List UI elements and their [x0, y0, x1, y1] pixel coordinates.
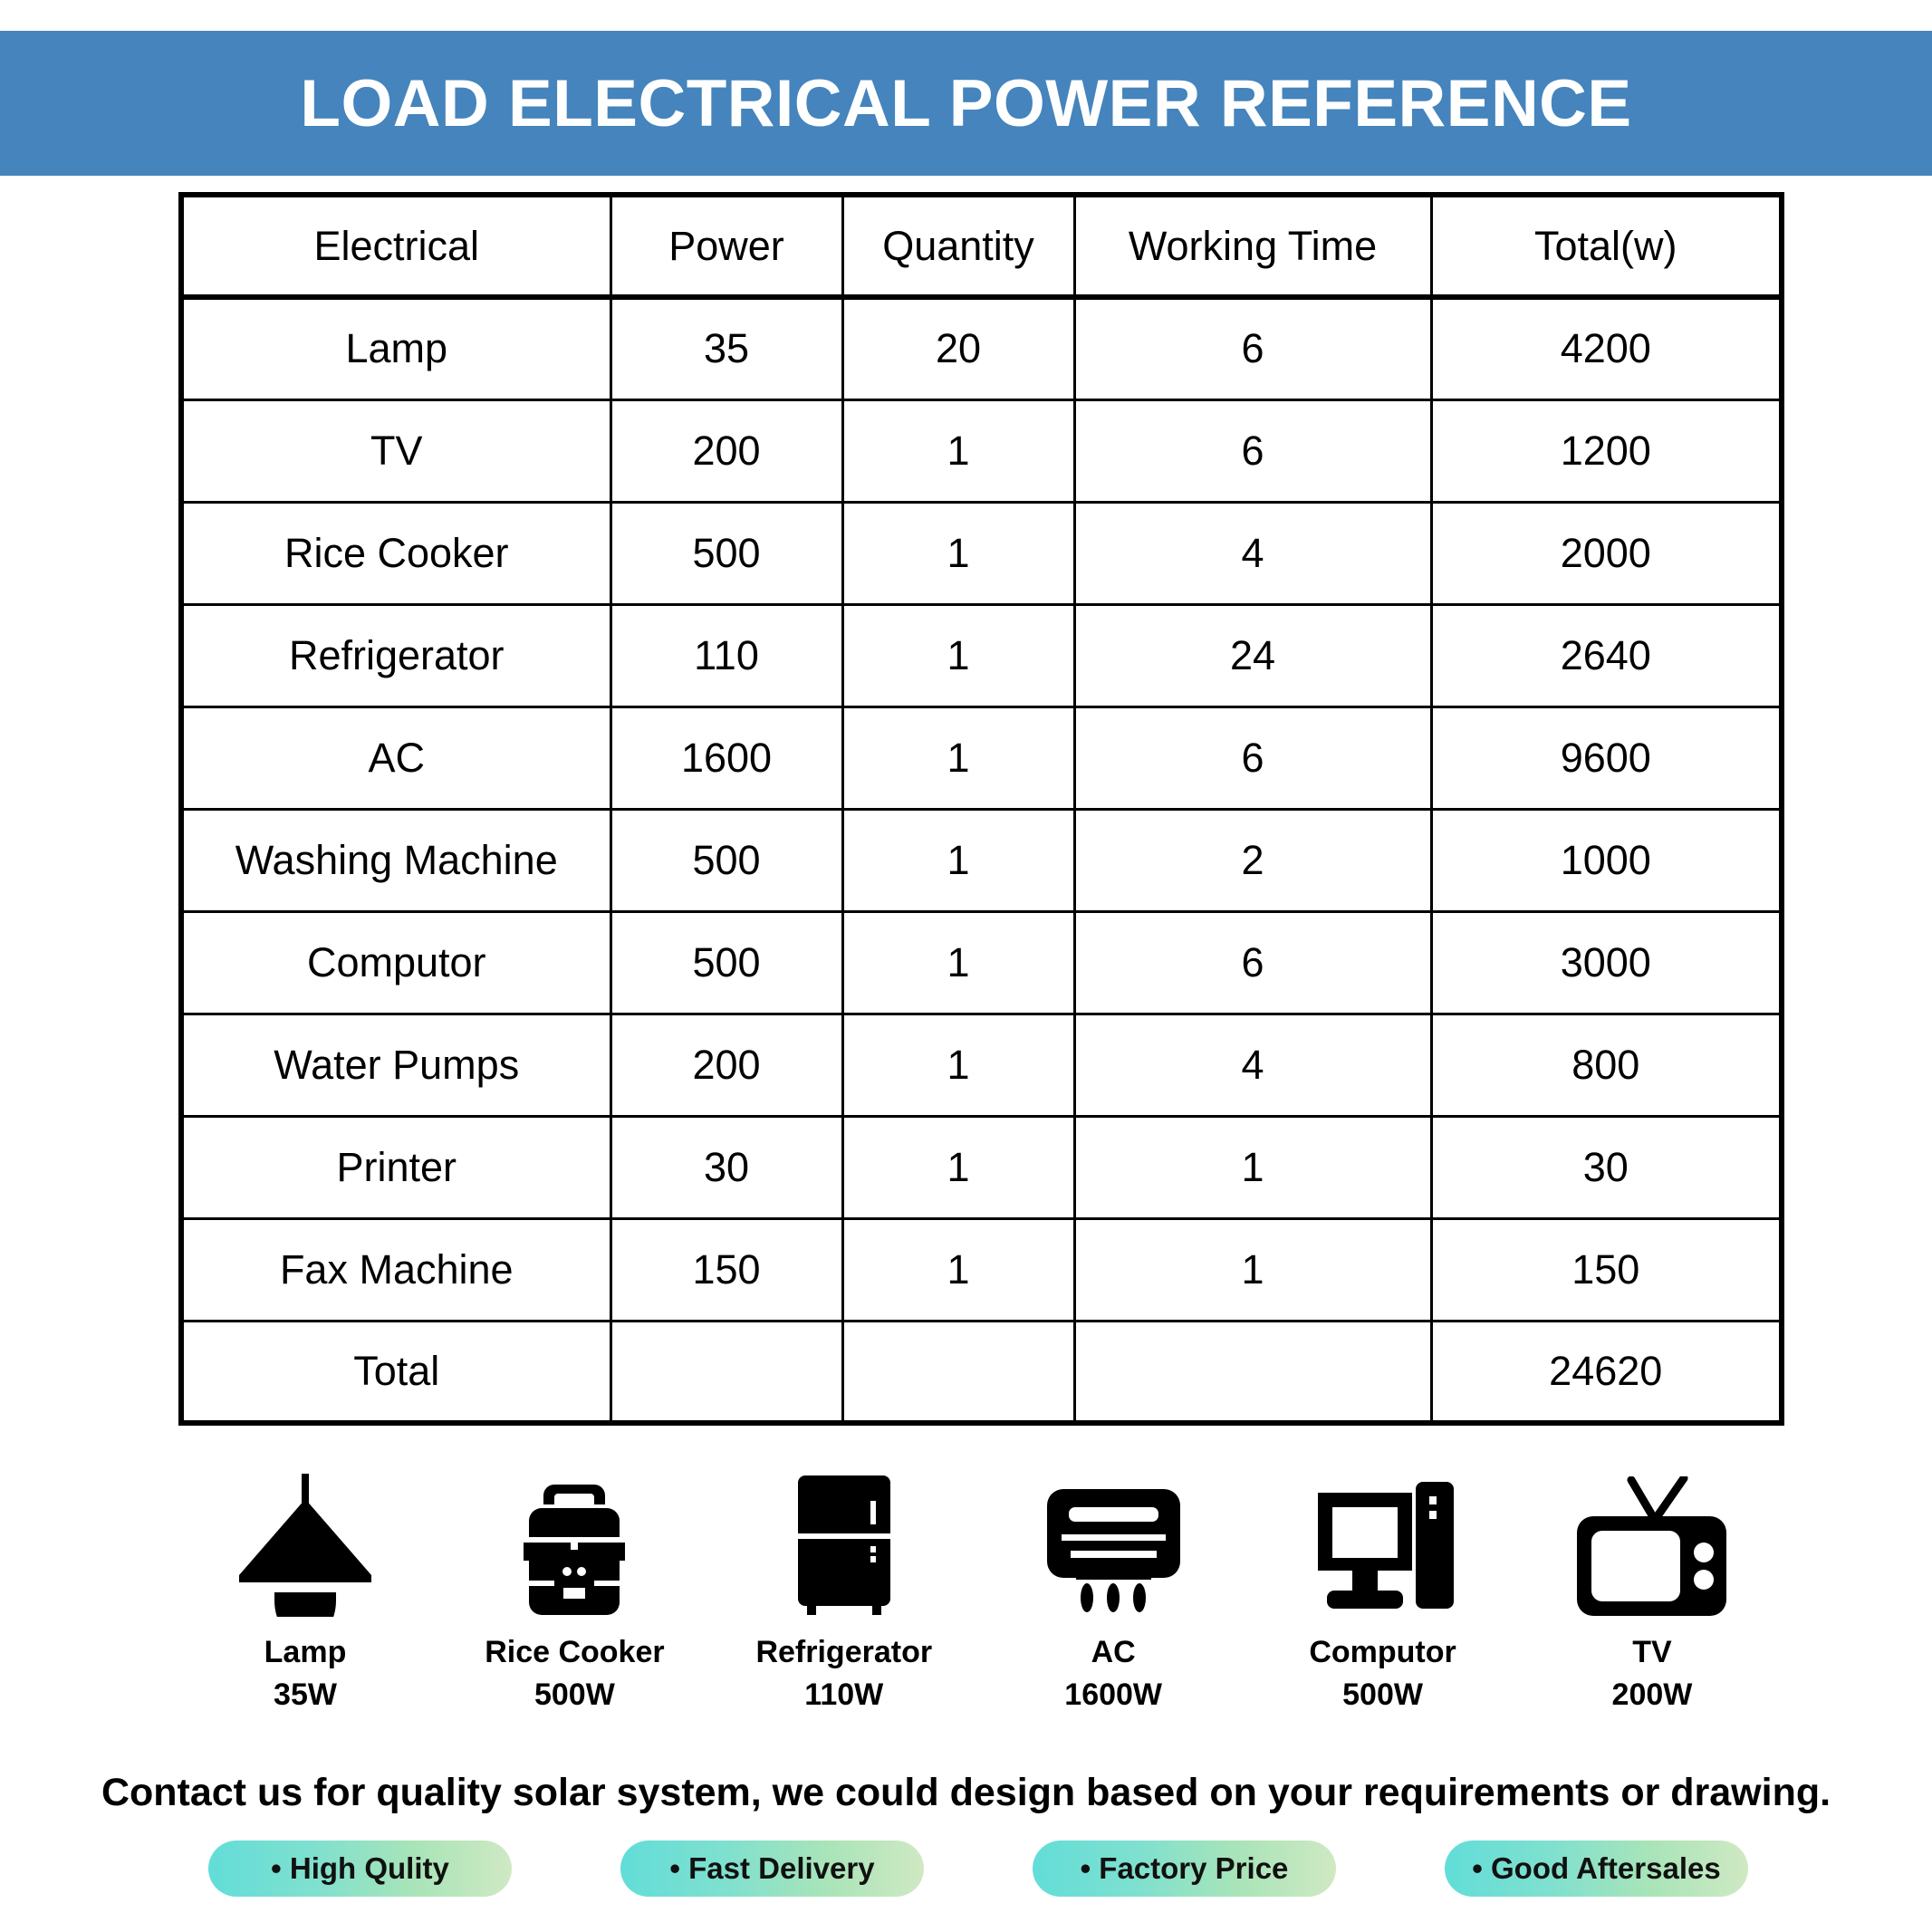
refrigerator-icon [794, 1472, 894, 1617]
appliance-power: 500W [1342, 1677, 1423, 1712]
computer-icon [1311, 1472, 1456, 1617]
cell-quantity: 1 [842, 399, 1074, 502]
cell-power: 500 [610, 911, 842, 1014]
cell-power: 1600 [610, 706, 842, 809]
cell-working-time: 4 [1074, 502, 1431, 604]
appliance-label: Computor [1309, 1635, 1456, 1669]
appliance-label: TV [1632, 1635, 1672, 1669]
tv-icon [1577, 1472, 1726, 1617]
appliance-item-lamp [178, 1472, 432, 1714]
page-title: LOAD ELECTRICAL POWER REFERENCE [300, 66, 1632, 140]
contact-text: Contact us for quality solar system, we could design based on your requirements or drawing. [101, 1771, 1831, 1814]
cell-electrical: Washing Machine [181, 809, 610, 911]
appliance-label: Refrigerator [755, 1635, 933, 1669]
appliance-power: 35W [274, 1677, 337, 1712]
appliance-power: 110W [804, 1677, 884, 1712]
cell-electrical: AC [181, 706, 610, 809]
table-row [181, 399, 1782, 502]
badge-factory-price[interactable]: • Factory Price [1033, 1841, 1336, 1897]
appliance-label: Rice Cooker [485, 1635, 665, 1669]
table-row [181, 604, 1782, 706]
load-table-container [178, 192, 1779, 1426]
feature-badge-row [208, 1841, 1748, 1897]
cell-working-time: 4 [1074, 1014, 1431, 1116]
table-row [181, 809, 1782, 911]
rice-cooker-icon [502, 1472, 647, 1617]
cell-power: 35 [610, 297, 842, 399]
table-row [181, 1321, 1782, 1423]
cell-quantity: 1 [842, 1014, 1074, 1116]
cell-power: 150 [610, 1218, 842, 1321]
table-row [181, 706, 1782, 809]
badge-fast-delivery[interactable]: • Fast Delivery [620, 1841, 924, 1897]
cell-electrical: Fax Machine [181, 1218, 610, 1321]
load-power-table [178, 192, 1784, 1426]
cell-electrical: Total [181, 1321, 610, 1423]
cell-working-time: 2 [1074, 809, 1431, 911]
cell-total: 800 [1431, 1014, 1782, 1116]
cell-working-time: 6 [1074, 297, 1431, 399]
badge-good-aftersales[interactable]: • Good Aftersales [1445, 1841, 1748, 1897]
cell-working-time: 6 [1074, 706, 1431, 809]
cell-total: 3000 [1431, 911, 1782, 1014]
table-row [181, 1014, 1782, 1116]
table-body [181, 297, 1782, 1423]
table-header-row [181, 195, 1782, 297]
cell-electrical: Printer [181, 1116, 610, 1218]
header-banner [0, 31, 1932, 176]
cell-electrical: TV [181, 399, 610, 502]
appliance-item-ac [986, 1472, 1240, 1714]
appliance-label: Lamp [264, 1635, 347, 1669]
cell-total: 9600 [1431, 706, 1782, 809]
cell-power [610, 1321, 842, 1423]
cell-working-time: 24 [1074, 604, 1431, 706]
cell-quantity: 1 [842, 604, 1074, 706]
column-header-power: Power [610, 195, 842, 297]
cell-working-time: 1 [1074, 1218, 1431, 1321]
cell-working-time: 6 [1074, 399, 1431, 502]
cell-total: 1000 [1431, 809, 1782, 911]
cell-quantity: 1 [842, 706, 1074, 809]
air-conditioner-icon [1043, 1472, 1184, 1617]
cell-total: 1200 [1431, 399, 1782, 502]
cell-quantity: 1 [842, 502, 1074, 604]
cell-power: 500 [610, 809, 842, 911]
column-header-electrical: Electrical [181, 195, 610, 297]
appliance-power: 1600W [1064, 1677, 1163, 1712]
column-header-quantity: Quantity [842, 195, 1074, 297]
cell-electrical: Refrigerator [181, 604, 610, 706]
table-row [181, 1116, 1782, 1218]
cell-power: 30 [610, 1116, 842, 1218]
cell-total: 2640 [1431, 604, 1782, 706]
cell-electrical: Water Pumps [181, 1014, 610, 1116]
cell-quantity: 1 [842, 1218, 1074, 1321]
cell-working-time: 1 [1074, 1116, 1431, 1218]
cell-quantity: 1 [842, 1116, 1074, 1218]
cell-working-time [1074, 1321, 1431, 1423]
appliance-item-tv [1525, 1472, 1779, 1714]
table-row [181, 297, 1782, 399]
cell-total: 150 [1431, 1218, 1782, 1321]
appliance-item-computer [1256, 1472, 1510, 1714]
cell-total: 4200 [1431, 297, 1782, 399]
cell-quantity: 20 [842, 297, 1074, 399]
cell-quantity [842, 1321, 1074, 1423]
cell-power: 500 [610, 502, 842, 604]
column-header-working-time: Working Time [1074, 195, 1431, 297]
cell-electrical: Rice Cooker [181, 502, 610, 604]
cell-total: 2000 [1431, 502, 1782, 604]
appliance-item-rice-cooker [447, 1472, 701, 1714]
column-header-total: Total(w) [1431, 195, 1782, 297]
cell-electrical: Lamp [181, 297, 610, 399]
cell-power: 200 [610, 1014, 842, 1116]
appliance-power: 500W [533, 1677, 615, 1712]
cell-quantity: 1 [842, 809, 1074, 911]
lamp-icon [237, 1472, 373, 1617]
table-row [181, 1218, 1782, 1321]
cell-working-time: 6 [1074, 911, 1431, 1014]
cell-power: 200 [610, 399, 842, 502]
appliance-power: 200W [1611, 1677, 1693, 1712]
appliance-label: AC [1091, 1635, 1136, 1669]
cell-power: 110 [610, 604, 842, 706]
cell-electrical: Computor [181, 911, 610, 1014]
cell-quantity: 1 [842, 911, 1074, 1014]
cell-total: 30 [1431, 1116, 1782, 1218]
cell-total: 24620 [1431, 1321, 1782, 1423]
appliance-item-refrigerator [717, 1472, 971, 1714]
appliance-icon-strip [178, 1472, 1779, 1714]
table-row [181, 911, 1782, 1014]
table-row [181, 502, 1782, 604]
badge-high-quality[interactable]: • High Qulity [208, 1841, 512, 1897]
